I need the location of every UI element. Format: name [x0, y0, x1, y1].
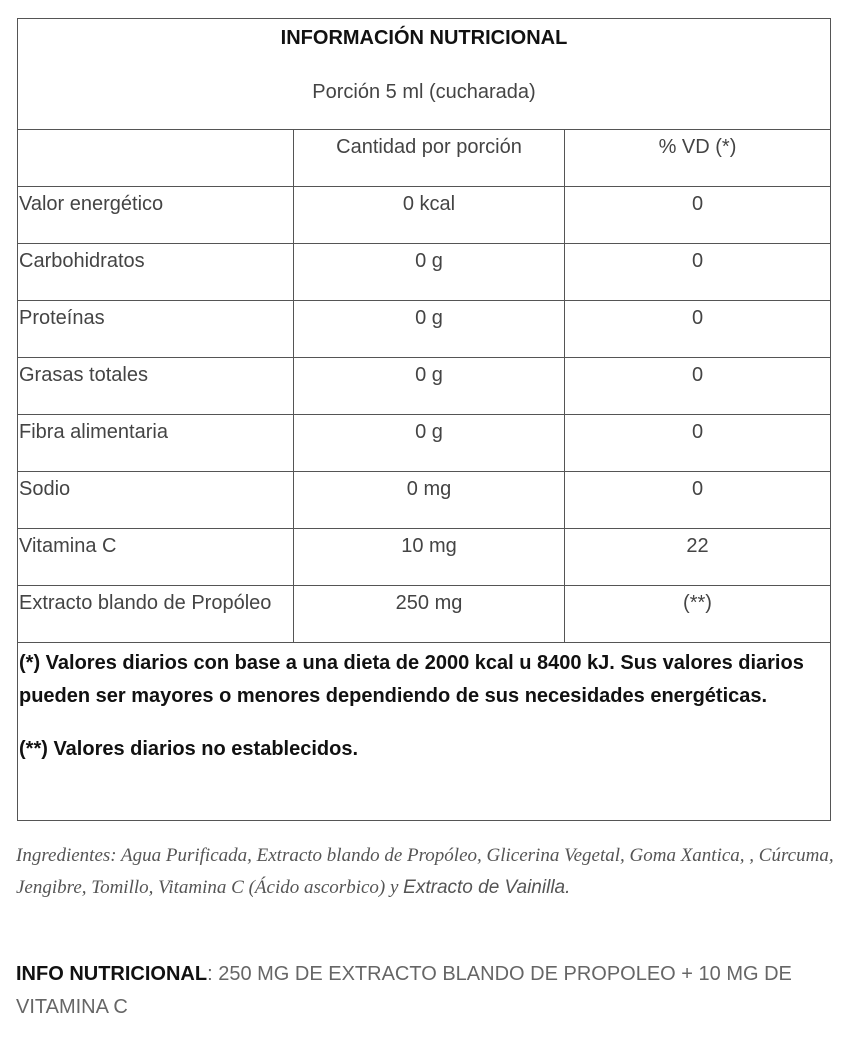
nutrition-table: [17, 18, 831, 821]
nutrient-name: Fibra alimentaria: [18, 415, 294, 471]
table-row: [18, 244, 830, 301]
footnote-daily-values: (*) Valores diarios con base a una dieta de 2000 kcal u 8400 kJ. Sus valores diarios pueden ser mayores o menores dependiendo de sus necesidades energéticas.: [19, 652, 804, 707]
nutrient-amount: 0 g: [294, 244, 565, 300]
nutrient-name: Extracto blando de Propóleo: [18, 586, 294, 642]
nutrient-amount: 0 g: [294, 301, 565, 357]
nutrient-name: Sodio: [18, 472, 294, 528]
table-row: [18, 187, 830, 244]
nutrient-name: Grasas totales: [18, 358, 294, 414]
nutrient-name: Proteínas: [18, 301, 294, 357]
nutrient-vd: 0: [691, 364, 704, 386]
nutrient-amount: 10 mg: [294, 529, 565, 585]
nutrient-vd: 0: [691, 478, 704, 500]
table-row: [18, 472, 830, 529]
info-label: INFO NUTRICIONAL: [16, 963, 208, 985]
table-row: [18, 301, 830, 358]
nutrient-name: Valor energético: [18, 187, 294, 243]
nutrient-amount: 0 g: [294, 358, 565, 414]
table-footnotes: [19, 647, 819, 766]
column-header-row: [18, 130, 830, 187]
nutrient-vd: 22: [686, 535, 709, 557]
nutrient-vd: 0: [691, 193, 704, 215]
column-header-amount: Cantidad por porción: [294, 130, 565, 186]
ingredients-paragraph: [16, 840, 836, 904]
table-header-row: [18, 19, 830, 130]
nutrient-vd: 0: [691, 307, 704, 329]
column-header-vd: % VD (*): [658, 136, 737, 158]
footnote-not-established: (**) Valores diarios no establecidos.: [19, 738, 359, 760]
nutrient-name: Carbohidratos: [18, 244, 294, 300]
nutrient-name: Vitamina C: [18, 529, 294, 585]
portion-size: Porción 5 ml (cucharada): [312, 81, 536, 103]
table-row: [18, 415, 830, 472]
ingredients-text: Ingredientes: Agua Purificada, Extracto blando de Propóleo, Glicerina Vegetal, Goma Xantica, , Cúrcuma, Jengibre, Tomillo, Vitamina C (Ácido ascorbico) y: [16, 845, 834, 898]
nutrient-amount: 0 g: [294, 415, 565, 471]
info-text: : 250 MG DE EXTRACTO BLANDO DE PROPOLEO + 10 MG DE VITAMINA C: [16, 963, 792, 1018]
column-header-nutrient: [18, 130, 294, 186]
nutrient-vd: 0: [691, 421, 704, 443]
nutrient-amount: 250 mg: [294, 586, 565, 642]
info-nutricional-paragraph: [16, 958, 836, 1024]
nutrient-vd: 0: [691, 250, 704, 272]
nutrient-amount: 0 kcal: [294, 187, 565, 243]
table-row: [18, 358, 830, 415]
nutrient-amount: 0 mg: [294, 472, 565, 528]
table-title: INFORMACIÓN NUTRICIONAL: [280, 27, 568, 49]
table-row: [18, 586, 830, 643]
ingredients-tail: Extracto de Vainilla.: [403, 877, 571, 898]
table-row: [18, 529, 830, 586]
nutrient-vd: (**): [683, 592, 712, 614]
